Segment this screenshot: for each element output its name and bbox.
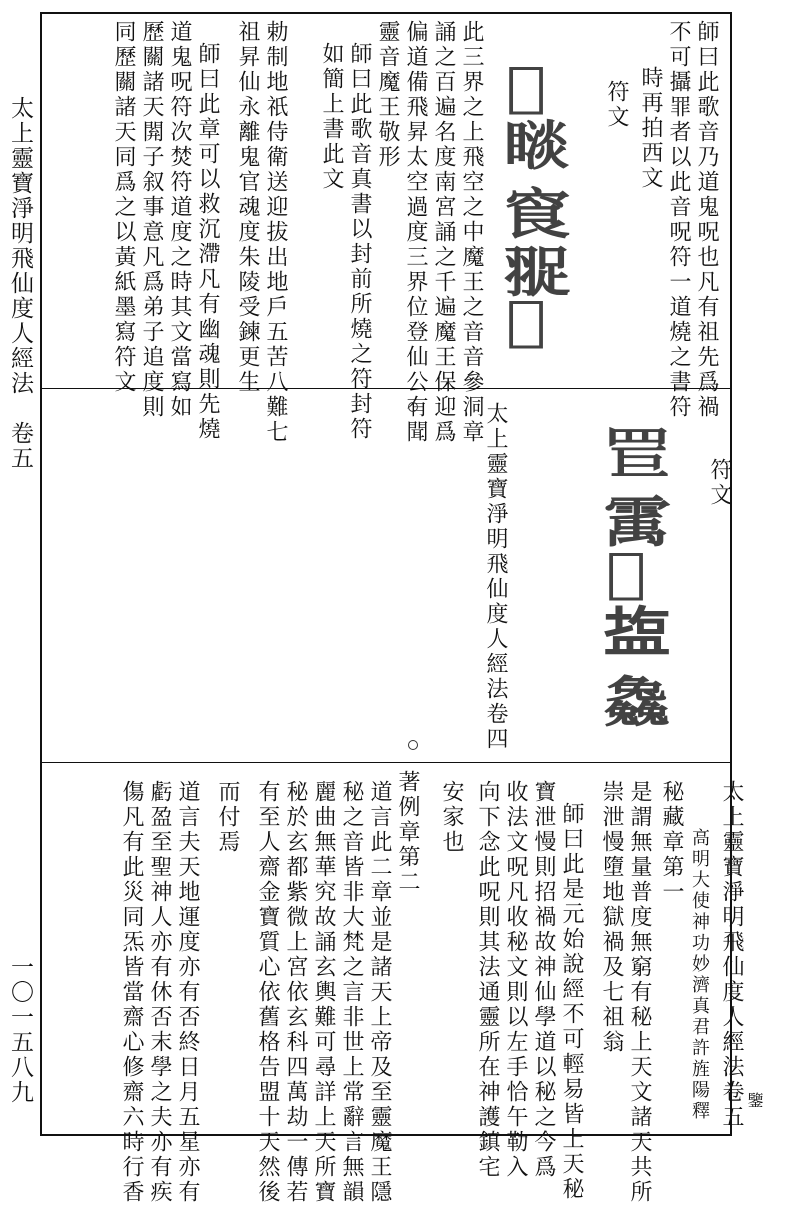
seal-glyph: 𧬙 — [605, 540, 647, 604]
bottom-col-13: 秘之音皆非大梵之言非世上常辭言無韻 — [339, 780, 364, 1205]
bottom-col-10: 安家也 — [439, 780, 464, 855]
top-col-8: 靈音魔王敬形 — [375, 20, 400, 170]
seal-glyph: 䨞 — [603, 490, 671, 554]
top-col-15: 歷關諸天閞子叙事意凡爲弟子追度則 — [139, 20, 164, 420]
bottom-col-4: 是謂無量普度無窮有秘上天文諸天共所 — [627, 780, 652, 1205]
bottom-col-19: 虧盈至聖神人亦有休否末學之夫亦有疾 — [147, 780, 172, 1205]
top-col-13: 師曰此章可以救沉滯凡有幽魂則先燒 — [195, 42, 220, 442]
bottom-col-17: 而付焉 — [215, 780, 240, 855]
talisman-seal-top — [503, 54, 578, 354]
bottom-author: 高明大使神功妙濟真君許旌陽釋 — [689, 828, 710, 1122]
bottom-col-7: 寶泄慢則招禍故神仙學道以秘之今爲 — [531, 780, 556, 1180]
registration-circle — [408, 740, 418, 750]
bottom-col-18: 道言夫天地運度亦有否終日月五星亦有 — [175, 780, 200, 1205]
divider-bottom — [40, 762, 732, 763]
top-col-11: 勅制地祇侍衛送迎拔出地戶五苦八難七 — [263, 20, 288, 445]
middle-title: 太上靈寶淨明飛仙度人經法卷四 — [483, 402, 508, 752]
bottom-col-9: 向下念此呪則其法通靈所在神護鎮宅 — [475, 780, 500, 1180]
bottom-col-5: 崇泄慢墮地獄禍及七祖翁 — [599, 780, 624, 1055]
bottom-chapter-2: 著例章第二 — [395, 770, 420, 895]
bottom-col-12: 道言此二章並是諸天上帝及至靈魔王隱 — [367, 780, 392, 1205]
top-col-16: 同歷關諸天同爲之以黃紙墨寫符文 — [111, 20, 136, 395]
corner-mark: 鑒 — [745, 1092, 764, 1108]
bottom-col-20: 傷凡有此災同炁皆當齋心修齋六時行香 — [119, 780, 144, 1205]
bottom-col-8: 收法文呪凡收秘文則以左手恰午勒入 — [503, 780, 528, 1180]
top-col-9: 師曰此歌音真書以封前所燒之符封符 — [347, 42, 372, 442]
seal-glyph: 䎌 — [503, 240, 571, 304]
bottom-title: 太上靈寶淨明飛仙度人經法卷五 — [719, 780, 744, 1130]
top-col-5: 此三界之上飛空之中魔王之音音參洞章 — [459, 20, 484, 445]
top-col-14: 道鬼呪符次焚符道度之時其文當寫如 — [167, 20, 192, 420]
talisman-seal-middle — [590, 420, 700, 734]
bottom-col-6: 師曰此是元始說經不可輕易皆上天秘 — [559, 802, 584, 1202]
bottom-col-14: 麗曲無華究故誦玄輿難可尋詳上天所寶 — [311, 780, 336, 1205]
bottom-col-16: 有至人齋金寶質心依舊格告盟十天然後 — [255, 780, 280, 1205]
top-col-3: 時再拍西文 — [638, 66, 663, 191]
seal-glyph: 𦊐 — [603, 422, 671, 486]
bottom-chapter-1: 秘藏章第一 — [659, 780, 684, 905]
top-col-1: 師曰此歌音乃道鬼呪也凡有祖先爲禍 — [694, 20, 719, 420]
middle-symbol-label: 符文 — [707, 458, 732, 508]
margin-page-number: 一〇一五八九 — [7, 955, 33, 1105]
registration-circle — [408, 402, 418, 412]
top-symbol-label: 符文 — [604, 80, 629, 130]
top-col-6: 誦之百遍名度南宮誦之千遍魔王保迎爲 — [431, 20, 456, 445]
seal-glyph: 𤑙 — [505, 54, 547, 118]
margin-title: 太上靈寶淨明飛仙度人經法 卷五 — [7, 96, 33, 471]
bottom-col-15: 秘於玄都紫微上宮依玄科四萬劫一傳若 — [283, 780, 308, 1205]
seal-glyph: 𥩟 — [505, 288, 547, 352]
seal-glyph: 𥊗 — [503, 114, 571, 178]
seal-glyph: 𥂁 — [603, 600, 671, 664]
top-col-12: 祖昇仙永離鬼官魂度朱陵受鍊更生 — [235, 20, 260, 395]
top-col-7: 偏道備飛昇太空過度三界位登仙公有聞 — [403, 20, 428, 445]
top-col-10: 如簡上書此文 — [319, 42, 344, 192]
seal-glyph: 䆡 — [503, 182, 571, 246]
top-col-2: 不可攝罪者以此音呪符一道燒之書符 — [666, 20, 691, 420]
seal-glyph: 𠓗 — [603, 670, 671, 734]
